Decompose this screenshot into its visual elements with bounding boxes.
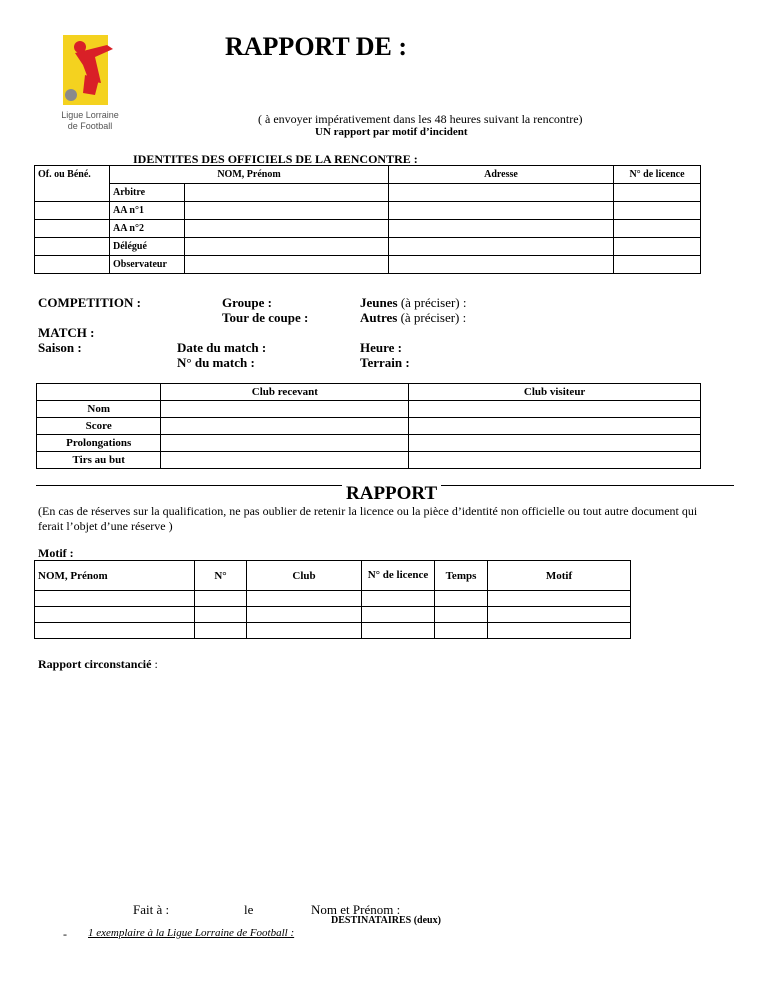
cell[interactable]: [435, 607, 488, 623]
heure-label: Heure :: [360, 340, 402, 355]
home-cell[interactable]: [161, 452, 409, 469]
name-cell[interactable]: [185, 220, 389, 238]
row-label: Prolongations: [37, 435, 161, 452]
address-cell[interactable]: [389, 220, 614, 238]
address-cell[interactable]: [389, 202, 614, 220]
col-nom-prenom: NOM, Prénom: [35, 561, 195, 591]
col-club: Club: [247, 561, 362, 591]
motif-table: [34, 560, 631, 639]
page-title: RAPPORT DE :: [225, 32, 408, 61]
subtitle-deadline: ( à envoyer impérativement dans les 48 heures suivant la rencontre): [258, 112, 583, 126]
table-row: [35, 238, 701, 256]
home-cell[interactable]: [161, 418, 409, 435]
home-cell[interactable]: [161, 401, 409, 418]
name-cell[interactable]: [185, 238, 389, 256]
clubs-table: [36, 383, 701, 469]
table-row: [35, 220, 701, 238]
col-nom-prenom: NOM, Prénom: [110, 166, 389, 184]
row-label: Score: [37, 418, 161, 435]
away-cell[interactable]: [409, 401, 701, 418]
name-cell[interactable]: [185, 256, 389, 274]
col-numero: N°: [195, 561, 247, 591]
col-motif: Motif: [488, 561, 631, 591]
address-cell[interactable]: [389, 184, 614, 202]
table-row: [35, 256, 701, 274]
licence-cell[interactable]: [614, 238, 701, 256]
cell[interactable]: [35, 623, 195, 639]
cell[interactable]: [35, 607, 195, 623]
groupe-label: Groupe :: [222, 295, 272, 310]
cell[interactable]: [435, 623, 488, 639]
logo-line2: de Football: [67, 121, 113, 131]
destinataires-label: DESTINATAIRES (deux): [331, 915, 441, 926]
jeunes-label: Jeunes (à préciser) :: [360, 295, 467, 310]
le-label: le: [244, 902, 254, 917]
cell[interactable]: [195, 591, 247, 607]
cell[interactable]: [488, 591, 631, 607]
destinataire-item-1: 1 exemplaire à la Ligue Lorraine de Football :: [88, 927, 295, 939]
away-cell[interactable]: [409, 418, 701, 435]
home-cell[interactable]: [161, 435, 409, 452]
table-row: [35, 202, 701, 220]
nom-prenom-label: Nom et Prénom :: [311, 902, 401, 917]
fait-a-label: Fait à :: [133, 902, 170, 917]
cell[interactable]: [35, 591, 195, 607]
cell[interactable]: [488, 607, 631, 623]
row-label: Tirs au but: [37, 452, 161, 469]
table-row: [35, 184, 701, 202]
licence-cell[interactable]: [614, 202, 701, 220]
match-label: MATCH :: [38, 325, 95, 340]
club-recevant-header: Club recevant: [161, 384, 409, 401]
cell[interactable]: [247, 591, 362, 607]
role-label: AA n°2: [110, 220, 185, 238]
football-player-icon: [55, 35, 125, 105]
logo: [55, 35, 125, 130]
licence-cell[interactable]: [614, 220, 701, 238]
role-label: Observateur: [110, 256, 185, 274]
licence-cell[interactable]: [614, 256, 701, 274]
table-row: [37, 401, 701, 418]
motif-label: Motif :: [38, 546, 74, 560]
cell[interactable]: [488, 623, 631, 639]
col-of-bene: Of. ou Béné.: [35, 166, 110, 184]
address-cell[interactable]: [389, 256, 614, 274]
date-label: Date du match :: [177, 340, 267, 355]
cell[interactable]: [362, 607, 435, 623]
cell[interactable]: [362, 591, 435, 607]
role-label: Délégué: [110, 238, 185, 256]
logo-line1: Ligue Lorraine: [61, 110, 119, 120]
officials-table: [34, 165, 701, 274]
cell[interactable]: [195, 607, 247, 623]
saison-label: Saison :: [38, 340, 82, 355]
table-row: [37, 452, 701, 469]
competition-label: COMPETITION :: [38, 295, 141, 310]
officials-heading: IDENTITES DES OFFICIELS DE LA RENCONTRE :: [133, 152, 418, 166]
table-row: [35, 607, 631, 623]
table-row: [37, 418, 701, 435]
cell[interactable]: [362, 623, 435, 639]
numero-label: N° du match :: [177, 355, 255, 370]
club-visiteur-header: Club visiteur: [409, 384, 701, 401]
address-cell[interactable]: [389, 238, 614, 256]
table-row: [35, 623, 631, 639]
col-adresse: Adresse: [389, 166, 614, 184]
row-label: Nom: [37, 401, 161, 418]
cell[interactable]: [195, 623, 247, 639]
rapport-text-area[interactable]: [38, 675, 728, 890]
table-row: [35, 591, 631, 607]
name-cell[interactable]: [185, 202, 389, 220]
licence-cell[interactable]: [614, 184, 701, 202]
role-label: Arbitre: [110, 184, 185, 202]
list-bullet: -: [63, 927, 67, 941]
col-licence: N° de licence: [614, 166, 701, 184]
away-cell[interactable]: [409, 435, 701, 452]
cell[interactable]: [247, 607, 362, 623]
col-licence: N° de licence: [362, 561, 435, 591]
cell[interactable]: [247, 623, 362, 639]
tour-label: Tour de coupe :: [222, 310, 309, 325]
table-row: [37, 435, 701, 452]
subtitle-one-report: UN rapport par motif d’incident: [315, 126, 468, 138]
autres-label: Autres (à préciser) :: [360, 310, 467, 325]
rapport-note: (En cas de réserves sur la qualification, ne pas oublier de retenir la licence ou la pièce d’identité non officielle ou tout autre document qui ferait l’objet d’une réserve ): [38, 504, 698, 533]
role-label: AA n°1: [110, 202, 185, 220]
away-cell[interactable]: [409, 452, 701, 469]
cell[interactable]: [435, 591, 488, 607]
name-cell[interactable]: [185, 184, 389, 202]
col-temps: Temps: [435, 561, 488, 591]
terrain-label: Terrain :: [360, 355, 410, 370]
rapport-heading: RAPPORT: [342, 483, 441, 505]
rapport-circonstancie-label: Rapport circonstancié :: [38, 657, 158, 671]
